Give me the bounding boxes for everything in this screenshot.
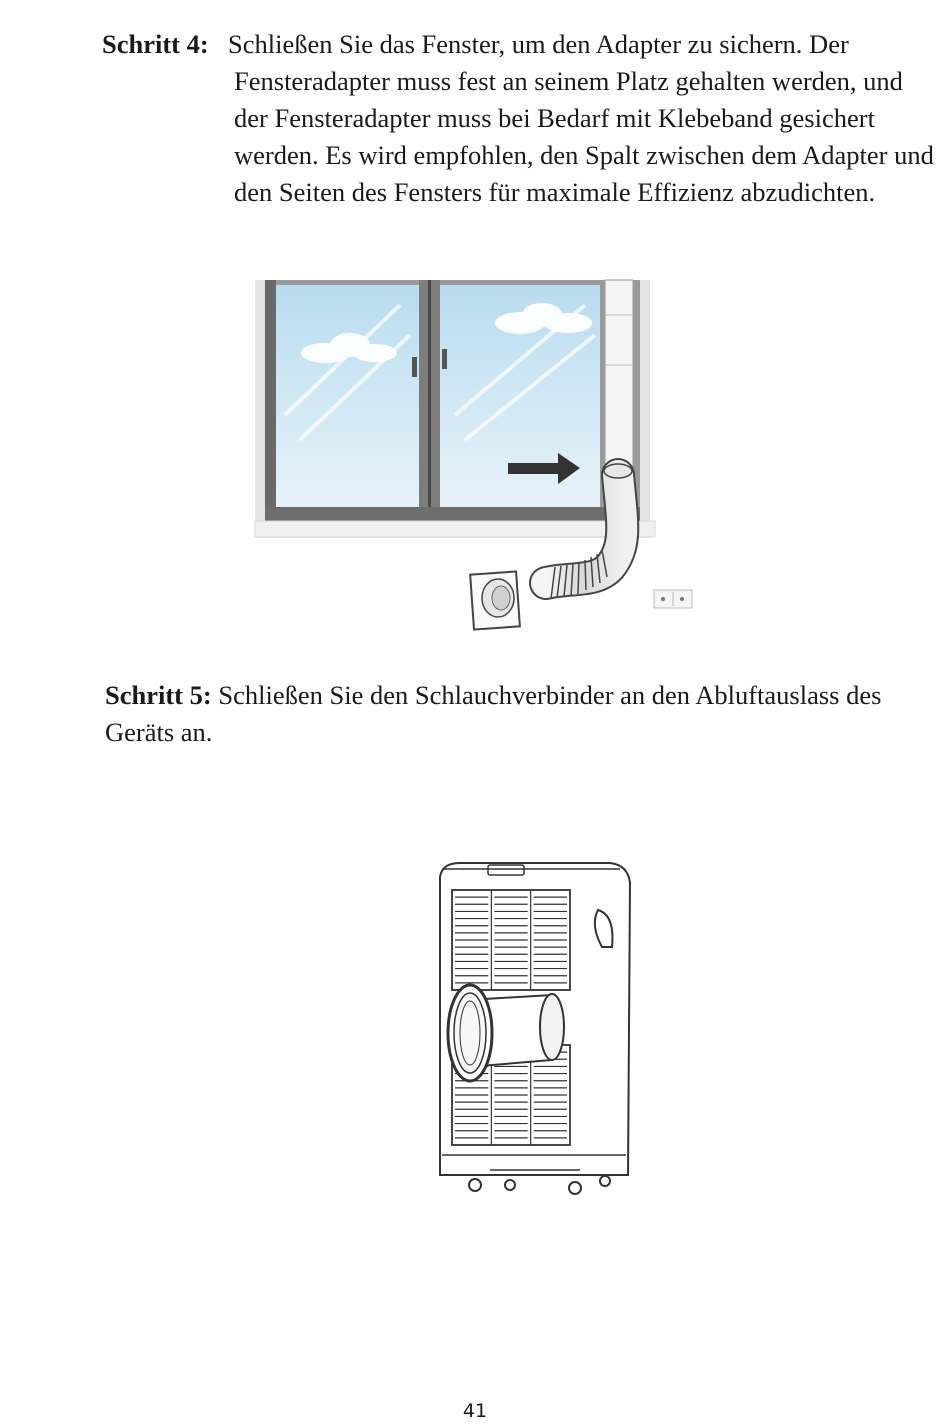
step-4-instruction xyxy=(102,26,942,211)
image-marker-icon xyxy=(654,590,692,608)
step-4-label: Schritt 4: xyxy=(102,29,209,59)
step-4-line-1: Schließen Sie das Fenster, um den Adapter zu sichern. Der xyxy=(228,29,849,59)
step-5-label: Schritt 5: xyxy=(105,680,212,710)
wheels xyxy=(469,1176,610,1194)
portable-air-conditioner-rear-illustration xyxy=(430,855,645,1200)
window-adapter-panel xyxy=(605,280,633,470)
step-4-text xyxy=(228,26,942,211)
window-sill xyxy=(255,521,655,537)
step-5-instruction xyxy=(105,677,935,751)
page-number: 41 xyxy=(462,1400,488,1422)
window-bottom-frame xyxy=(265,507,640,521)
step-5-text: Schließen Sie den Schlauchverbinder an den Abluftauslass des Geräts an. xyxy=(105,680,882,747)
step-4-continuation: Fensteradapter muss fest an seinem Platz gehalten werden, und der Fensteradapter muss bei Bedarf mit Klebeband gesichert werden. Es wird empfohlen, den Spalt zwischen dem Adapter und den Seiten des Fensters für maximale Effizienz abzudichten. xyxy=(234,66,934,207)
window-with-exhaust-hose-illustration xyxy=(250,275,700,645)
